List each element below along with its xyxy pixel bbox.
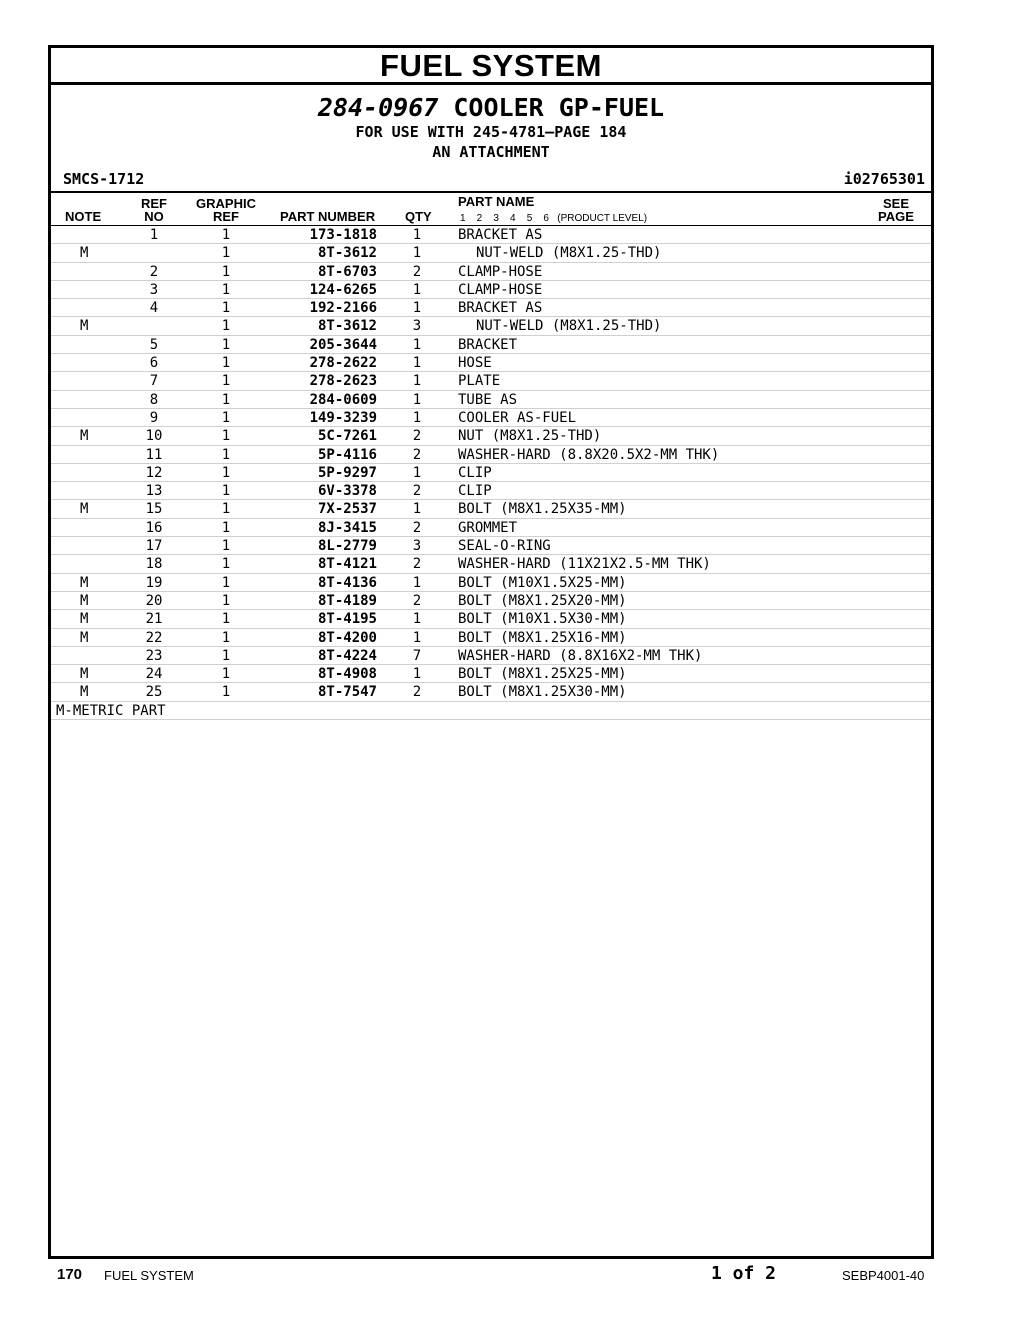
ref-number-cell: 17 bbox=[145, 538, 163, 555]
part-name-cell: BOLT (M10X1.5X25-MM) bbox=[458, 574, 627, 591]
part-number-cell: 8T-4908 bbox=[317, 666, 377, 683]
quantity-cell: 1 bbox=[412, 501, 422, 518]
note-cell: M bbox=[80, 684, 89, 701]
part-name-cell: BOLT (M8X1.25X30-MM) bbox=[458, 684, 627, 701]
group-title bbox=[51, 94, 931, 122]
part-number-cell: 8T-3612 bbox=[317, 245, 377, 262]
part-name-cell: CLIP bbox=[458, 464, 492, 481]
table-row bbox=[51, 391, 931, 409]
table-row bbox=[51, 317, 931, 335]
attachment-line: AN ATTACHMENT bbox=[432, 143, 550, 161]
part-number-cell: 192-2166 bbox=[309, 300, 377, 317]
ref-number-cell: 9 bbox=[149, 409, 159, 426]
part-name-cell: BOLT (M8X1.25X25-MM) bbox=[458, 666, 627, 683]
part-number-cell: 284-0609 bbox=[309, 391, 377, 408]
table-row bbox=[51, 299, 931, 317]
note-cell: M bbox=[80, 629, 89, 646]
quantity-cell: 3 bbox=[412, 318, 422, 335]
part-number-cell: 8T-4195 bbox=[317, 611, 377, 628]
part-name-cell: GROMMET bbox=[458, 519, 518, 536]
document-id: SEBP4001-40 bbox=[842, 1268, 925, 1283]
graphic-ref-cell: 1 bbox=[221, 538, 231, 555]
part-number-cell: 149-3239 bbox=[309, 409, 377, 426]
quantity-cell: 2 bbox=[412, 684, 422, 701]
quantity-cell: 1 bbox=[412, 281, 422, 298]
part-name-cell: PLATE bbox=[458, 373, 501, 390]
graphic-ref-cell: 1 bbox=[221, 245, 231, 262]
graphic-ref-cell: 1 bbox=[221, 446, 231, 463]
note-cell: M bbox=[80, 501, 89, 518]
col-ref-header-top: REF bbox=[141, 196, 167, 211]
part-number-cell: 7X-2537 bbox=[317, 501, 377, 518]
graphic-ref-cell: 1 bbox=[221, 666, 231, 683]
col-graphic-header-bottom: REF bbox=[213, 209, 239, 224]
table-row bbox=[51, 683, 931, 701]
ref-number-cell: 5 bbox=[149, 336, 159, 353]
part-number-cell: 8J-3415 bbox=[317, 519, 377, 536]
graphic-ref-cell: 1 bbox=[221, 611, 231, 628]
parts-list bbox=[51, 226, 931, 702]
graphic-ref-cell: 1 bbox=[221, 428, 231, 445]
part-number-cell: 173-1818 bbox=[309, 227, 377, 243]
col-see-header-bottom: PAGE bbox=[878, 209, 914, 224]
graphic-ref-cell: 1 bbox=[221, 373, 231, 390]
graphic-ref-cell: 1 bbox=[221, 336, 231, 353]
page-of: 1 of 2 bbox=[711, 1263, 777, 1284]
quantity-cell: 2 bbox=[412, 263, 422, 280]
footer-section: FUEL SYSTEM bbox=[104, 1268, 194, 1283]
quantity-cell: 1 bbox=[412, 336, 422, 353]
part-name-cell: BOLT (M8X1.25X16-MM) bbox=[458, 629, 627, 646]
part-number-cell: 278-2622 bbox=[309, 355, 377, 372]
note-cell: M bbox=[80, 574, 89, 591]
ref-number-cell: 10 bbox=[145, 428, 163, 445]
table-row bbox=[51, 537, 931, 555]
for-use-line: FOR USE WITH 245-4781—PAGE 184 bbox=[355, 123, 627, 141]
quantity-cell: 2 bbox=[412, 519, 422, 536]
part-number-cell: 8T-4200 bbox=[317, 629, 377, 646]
table-row bbox=[51, 281, 931, 299]
ref-number-cell: 22 bbox=[145, 629, 163, 646]
part-name-cell: BOLT (M8X1.25X20-MM) bbox=[458, 592, 627, 609]
part-name-cell: BOLT (M10X1.5X30-MM) bbox=[458, 611, 627, 628]
ref-number-cell: 21 bbox=[145, 611, 163, 628]
col-graphic-header-top: GRAPHIC bbox=[196, 196, 256, 211]
col-ref-header-bottom: NO bbox=[144, 209, 164, 224]
table-row bbox=[51, 665, 931, 683]
quantity-cell: 1 bbox=[412, 227, 422, 243]
ref-number-cell: 23 bbox=[145, 647, 163, 664]
part-number-cell: 8L-2779 bbox=[317, 538, 377, 555]
ref-number-cell: 18 bbox=[145, 556, 163, 573]
table-row bbox=[51, 464, 931, 482]
part-name-cell: CLIP bbox=[458, 483, 492, 500]
quantity-cell: 1 bbox=[412, 574, 422, 591]
table-row bbox=[51, 647, 931, 665]
part-number-cell: 8T-3612 bbox=[317, 318, 377, 335]
note-cell: M bbox=[80, 428, 89, 445]
part-number-cell: 5P-4116 bbox=[317, 446, 377, 463]
ref-number-cell: 25 bbox=[145, 684, 163, 701]
ref-number-cell: 6 bbox=[149, 355, 159, 372]
ref-number-cell: 19 bbox=[145, 574, 163, 591]
page-footer bbox=[0, 1263, 1020, 1287]
part-number-cell: 8T-4121 bbox=[317, 556, 377, 573]
quantity-cell: 1 bbox=[412, 245, 422, 262]
graphic-ref-cell: 1 bbox=[221, 281, 231, 298]
graphic-ref-cell: 1 bbox=[221, 318, 231, 335]
graphic-ref-cell: 1 bbox=[221, 227, 231, 243]
table-row bbox=[51, 574, 931, 592]
ref-number-cell: 20 bbox=[145, 592, 163, 609]
group-name: COOLER GP-FUEL bbox=[453, 93, 665, 122]
part-number-cell: 8T-7547 bbox=[317, 684, 377, 701]
quantity-cell: 7 bbox=[412, 647, 422, 664]
section-title: FUEL SYSTEM bbox=[51, 48, 931, 85]
table-row bbox=[51, 244, 931, 262]
table-row bbox=[51, 263, 931, 281]
graphic-ref-cell: 1 bbox=[221, 300, 231, 317]
quantity-cell: 2 bbox=[412, 483, 422, 500]
product-level-scale: 1 2 3 4 5 6 (PRODUCT LEVEL) bbox=[460, 213, 648, 224]
part-number-cell: 8T-4189 bbox=[317, 592, 377, 609]
part-name-cell: CLAMP-HOSE bbox=[458, 263, 543, 280]
table-row bbox=[51, 446, 931, 464]
ref-number-cell: 7 bbox=[149, 373, 159, 390]
note-cell: M bbox=[80, 245, 89, 262]
footnote bbox=[51, 702, 931, 720]
table-row bbox=[51, 336, 931, 354]
part-name-cell: NUT-WELD (M8X1.25-THD) bbox=[476, 318, 662, 335]
quantity-cell: 1 bbox=[412, 373, 422, 390]
quantity-cell: 1 bbox=[412, 611, 422, 628]
part-name-cell: BOLT (M8X1.25X35-MM) bbox=[458, 501, 627, 518]
part-number-cell: 5C-7261 bbox=[317, 428, 377, 445]
graphic-ref-cell: 1 bbox=[221, 629, 231, 646]
note-cell: M bbox=[80, 592, 89, 609]
graphic-ref-cell: 1 bbox=[221, 464, 231, 481]
ref-number-cell: 12 bbox=[145, 464, 163, 481]
graphic-ref-cell: 1 bbox=[221, 592, 231, 609]
ref-number-cell: 24 bbox=[145, 666, 163, 683]
part-name-cell: WASHER-HARD (11X21X2.5-MM THK) bbox=[458, 556, 711, 573]
part-number-cell: 8T-4224 bbox=[317, 647, 377, 664]
col-see-header-top: SEE bbox=[882, 196, 909, 211]
table-row bbox=[51, 500, 931, 518]
part-name-cell: SEAL-O-RING bbox=[458, 538, 551, 555]
part-number-cell: 124-6265 bbox=[309, 281, 377, 298]
ref-number-cell: 13 bbox=[145, 483, 163, 500]
graphic-ref-cell: 1 bbox=[221, 391, 231, 408]
part-number-cell: 8T-6703 bbox=[317, 263, 377, 280]
ref-number-cell: 11 bbox=[145, 446, 163, 463]
part-name-cell: HOSE bbox=[458, 355, 492, 372]
part-name-cell: WASHER-HARD (8.8X16X2-MM THK) bbox=[458, 647, 703, 664]
part-name-cell: NUT (M8X1.25-THD) bbox=[458, 428, 602, 445]
group-number: 284-0967 bbox=[317, 93, 439, 122]
graphic-ref-cell: 1 bbox=[221, 409, 231, 426]
part-number-cell: 205-3644 bbox=[309, 336, 377, 353]
quantity-cell: 3 bbox=[412, 538, 422, 555]
col-part-number-header: PART NUMBER bbox=[280, 209, 376, 224]
graphic-ref-cell: 1 bbox=[221, 556, 231, 573]
part-name-cell: COOLER AS-FUEL bbox=[458, 409, 577, 426]
ref-number-cell: 4 bbox=[149, 300, 159, 317]
part-number-cell: 278-2623 bbox=[309, 373, 377, 390]
table-row bbox=[51, 629, 931, 647]
note-cell: M bbox=[80, 318, 89, 335]
part-number-cell: 5P-9297 bbox=[317, 464, 377, 481]
graphic-ref-cell: 1 bbox=[221, 263, 231, 280]
quantity-cell: 1 bbox=[412, 300, 422, 317]
graphic-ref-cell: 1 bbox=[221, 355, 231, 372]
table-row bbox=[51, 610, 931, 628]
quantity-cell: 2 bbox=[412, 592, 422, 609]
table-row bbox=[51, 372, 931, 390]
note-cell: M bbox=[80, 611, 89, 628]
quantity-cell: 2 bbox=[412, 556, 422, 573]
note-cell: M bbox=[80, 666, 89, 683]
part-name-cell: WASHER-HARD (8.8X20.5X2-MM THK) bbox=[458, 446, 720, 463]
parts-page-frame bbox=[48, 45, 934, 1259]
table-row bbox=[51, 555, 931, 573]
part-name-cell: BRACKET AS bbox=[458, 300, 543, 317]
col-qty-header: QTY bbox=[405, 209, 432, 224]
ref-number-cell: 3 bbox=[149, 281, 159, 298]
part-name-cell: BRACKET AS bbox=[458, 227, 543, 243]
graphic-ref-cell: 1 bbox=[221, 574, 231, 591]
graphic-ref-cell: 1 bbox=[221, 684, 231, 701]
part-name-cell: TUBE AS bbox=[458, 391, 518, 408]
quantity-cell: 1 bbox=[412, 355, 422, 372]
table-header bbox=[51, 191, 931, 226]
code-line bbox=[51, 168, 931, 190]
illustration-code: i02765301 bbox=[843, 170, 925, 188]
quantity-cell: 1 bbox=[412, 391, 422, 408]
graphic-ref-cell: 1 bbox=[221, 483, 231, 500]
quantity-cell: 2 bbox=[412, 446, 422, 463]
quantity-cell: 1 bbox=[412, 629, 422, 646]
quantity-cell: 2 bbox=[412, 428, 422, 445]
table-row bbox=[51, 427, 931, 445]
ref-number-cell: 2 bbox=[149, 263, 159, 280]
part-number-cell: 6V-3378 bbox=[317, 483, 377, 500]
page-number: 170 bbox=[57, 1266, 83, 1283]
table-row bbox=[51, 409, 931, 427]
part-name-cell: NUT-WELD (M8X1.25-THD) bbox=[476, 245, 662, 262]
graphic-ref-cell: 1 bbox=[221, 519, 231, 536]
table-row bbox=[51, 482, 931, 500]
graphic-ref-cell: 1 bbox=[221, 501, 231, 518]
quantity-cell: 1 bbox=[412, 409, 422, 426]
ref-number-cell: 15 bbox=[145, 501, 163, 518]
smcs-code: SMCS-1712 bbox=[63, 170, 145, 188]
col-note-header: NOTE bbox=[65, 209, 102, 224]
quantity-cell: 1 bbox=[412, 464, 422, 481]
part-name-cell: CLAMP-HOSE bbox=[458, 281, 543, 298]
ref-number-cell: 8 bbox=[149, 391, 159, 408]
ref-number-cell: 1 bbox=[149, 227, 159, 243]
ref-number-cell: 16 bbox=[145, 519, 163, 536]
part-name-cell: BRACKET bbox=[458, 336, 518, 353]
metric-note: M-METRIC PART bbox=[56, 702, 166, 719]
quantity-cell: 1 bbox=[412, 666, 422, 683]
table-row bbox=[51, 226, 931, 244]
graphic-ref-cell: 1 bbox=[221, 647, 231, 664]
part-number-cell: 8T-4136 bbox=[317, 574, 377, 591]
table-row bbox=[51, 354, 931, 372]
table-row bbox=[51, 519, 931, 537]
table-row bbox=[51, 592, 931, 610]
col-part-name-header: PART NAME bbox=[458, 194, 535, 209]
